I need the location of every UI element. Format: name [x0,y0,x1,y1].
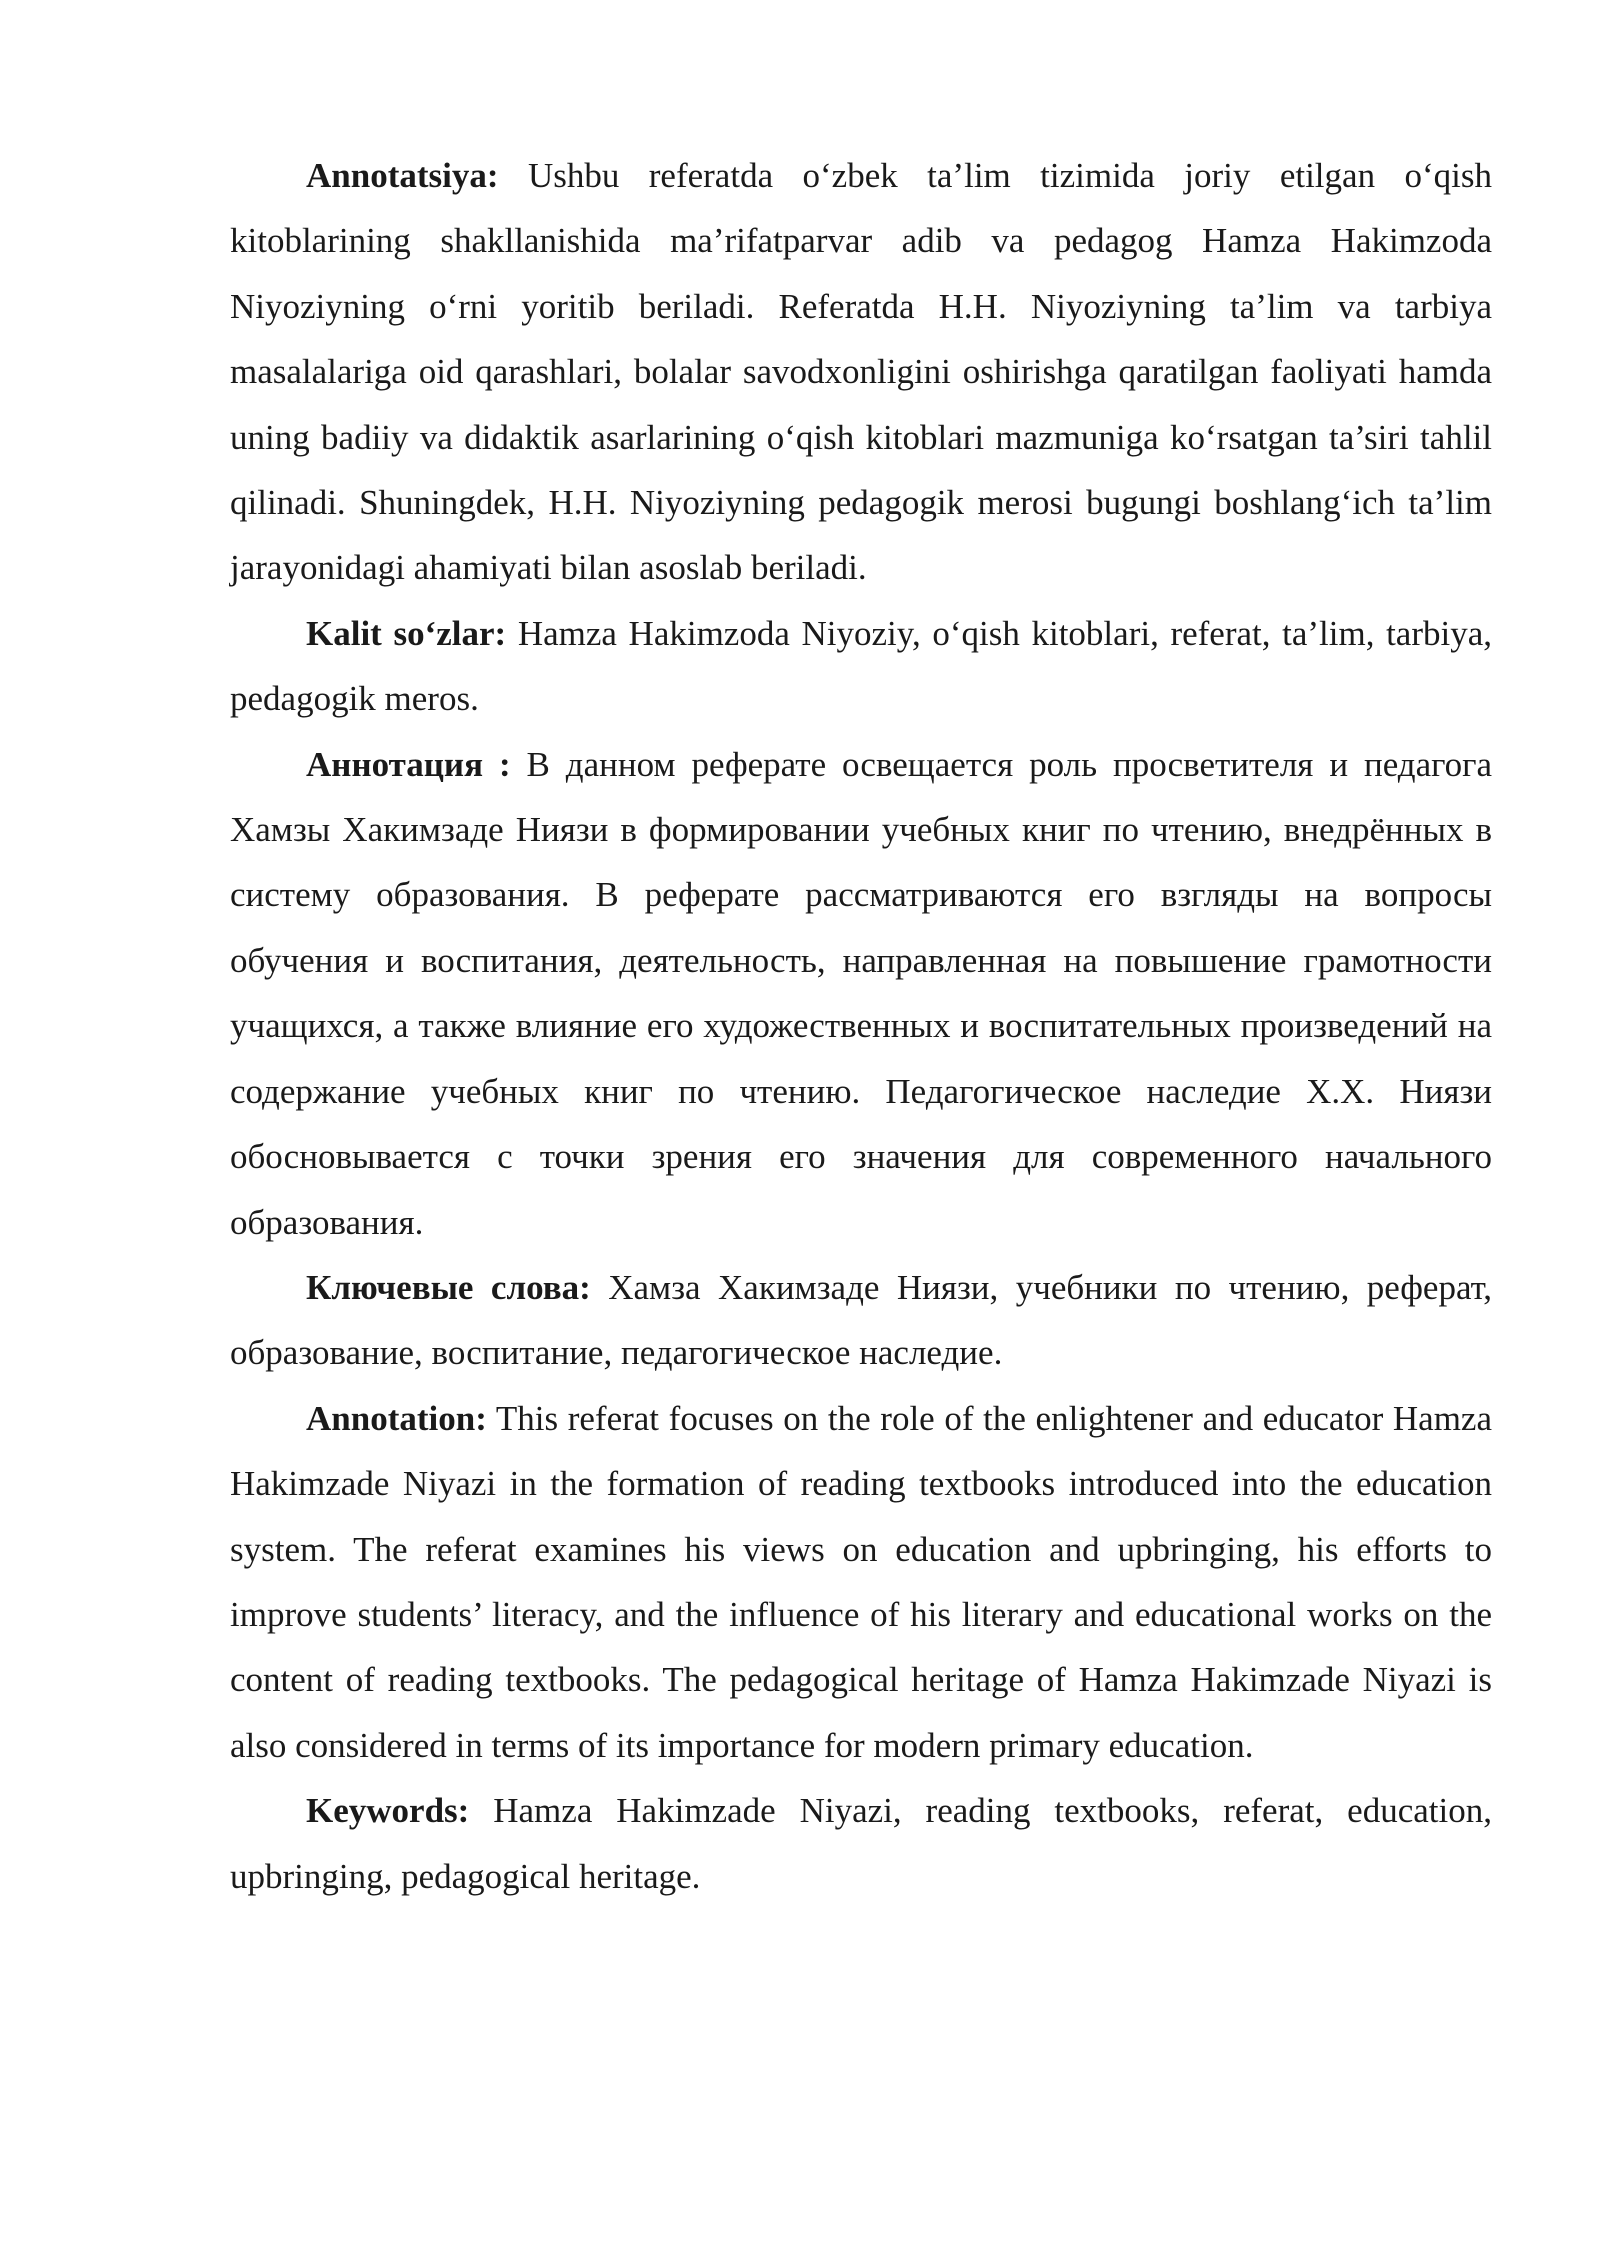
keywords-english [230,1778,1492,1909]
abstract-label-english: Annotation: [306,1398,487,1438]
keywords-text-uzbek: Hamza Hakimzoda Niyoziy, o‘qish kitoblari, referat, ta’lim, tarbiya, pedagogik meros. [230,613,1492,719]
keywords-label-russian: Ключевые слова: [306,1267,591,1307]
abstract-text-english: This referat focuses on the role of the enlightener and educator Hamza Hakimzade Niyazi in the formation of reading textbooks introduced into the education system. The referat examines his views on education and upbringing, his efforts to improve students’ literacy, and the influence of his literary and educational works on the content of reading textbooks. The pedagogical heritage of Hamza Hakimzade Niyazi is also considered in terms of its importance for modern primary education. [230,1398,1492,1765]
abstract-label-uzbek: Annotatsiya: [306,156,499,195]
keywords-label-uzbek: Kalit so‘zlar: [306,613,507,653]
abstract-label-russian: Аннотация : [306,744,511,784]
abstract-russian [230,732,1492,1255]
abstract-text-russian: В данном реферате освещается роль просветителя и педагога Хамзы Хакимзаде Ниязи в формировании учебных книг по чтению, внедрённых в систему образования. В реферате рассматриваются его взгляды на вопросы обучения и воспитания, деятельность, направленная на повышение грамотности учащихся, а также влияние его художественных и воспитательных произведений на содержание учебных книг по чтению. Педагогическое наследие Х.Х. Ниязи обосновывается с точки зрения его значения для современного начального образования. [230,744,1492,1242]
keywords-uzbek [230,601,1492,732]
keywords-text-russian: Хамза Хакимзаде Ниязи, учебники по чтению, реферат, образование, воспитание, педагогическое наследие. [230,1267,1492,1373]
keywords-text-english: Hamza Hakimzade Niyazi, reading textbooks, referat, education, upbringing, pedagogical heritage. [230,1791,1492,1896]
abstract-uzbek [230,143,1492,601]
abstract-english [230,1386,1492,1778]
keywords-label-english: Keywords: [306,1791,470,1831]
document-page [230,143,1492,1909]
abstract-text-uzbek: Ushbu referatda o‘zbek ta’lim tizimida joriy etilgan o‘qish kitoblarining shakllanishida ma’rifatparvar adib va pedagog Hamza Hakimzoda Niyoziyning o‘rni yoritib beriladi. Referatda H.H. Niyoziyning ta’lim va tarbiya masalalariga oid qarashlari, bolalar savodxonligini oshirishga qaratilgan faoliyati hamda uning badiiy va didaktik asarlarining o‘qish kitoblari mazmuniga ko‘rsatgan ta’siri tahlil qilinadi. Shuningdek, H.H. Niyoziyning pedagogik merosi bugungi boshlang‘ich ta’lim jarayonidagi ahamiyati bilan asoslab beriladi. [230,156,1492,588]
keywords-russian [230,1255,1492,1386]
